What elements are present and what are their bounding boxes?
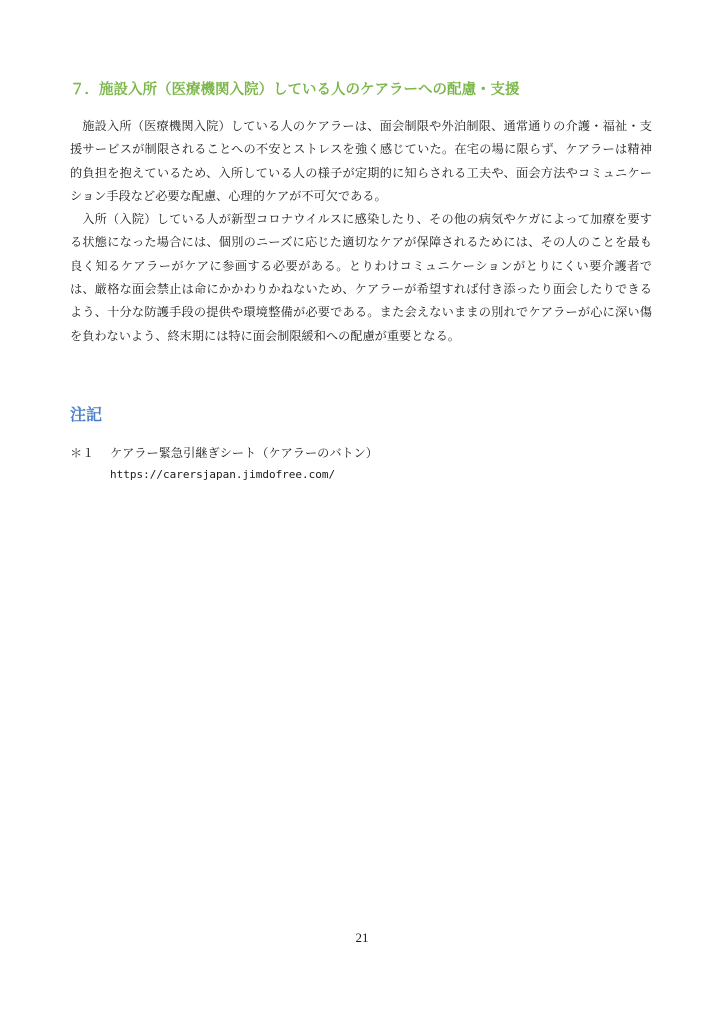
note-marker: ＊１	[70, 446, 95, 460]
section-heading: ７．施設入所（医療機関入院）している人のケアラーへの配慮・支援	[70, 82, 520, 98]
note-url-link[interactable]: https://carersjapan.jimdofree.com/	[110, 468, 336, 481]
page-number: 21	[355, 930, 369, 945]
notes-heading: 注記	[70, 405, 103, 424]
body-paragraph-2: 入所（入院）している人が新型コロナウイルスに感染したり、その他の病気やケガによって加療を要する状態になった場合には、個別のニーズに応じた適切なケアが保障されるためには、その人のことを最も良く知るケアラーがケアに参画する必要がある。とりわけコミュニケーションがとりにくい要介護者では、厳格な面会禁止は命にかかわりかねないため、ケアラーが希望すれば付き添ったり面会したりできるよう、十分な防護手段の提供や環境整備が必要である。また会えないままの別れでケアラーが心に深い傷を負わないよう、終末期には特に面会制限緩和への配慮が重要となる。	[70, 212, 652, 343]
section-body	[70, 115, 652, 348]
body-paragraph-1: 施設入所（医療機関入院）している人のケアラーは、面会制限や外泊制限、通常通りの介護・福祉・支援サービスが制限されることへの不安とストレスを強く感じていた。在宅の場に限らず、ケアラーは精神的負担を抱えているため、入所している人の様子が定期的に知らされる工夫や、面会方法やコミュニケーション手段など必要な配慮、心理的ケアが不可欠である。	[70, 119, 652, 203]
note-title: ケアラー緊急引継ぎシート（ケアラーのバトン）	[110, 446, 378, 460]
